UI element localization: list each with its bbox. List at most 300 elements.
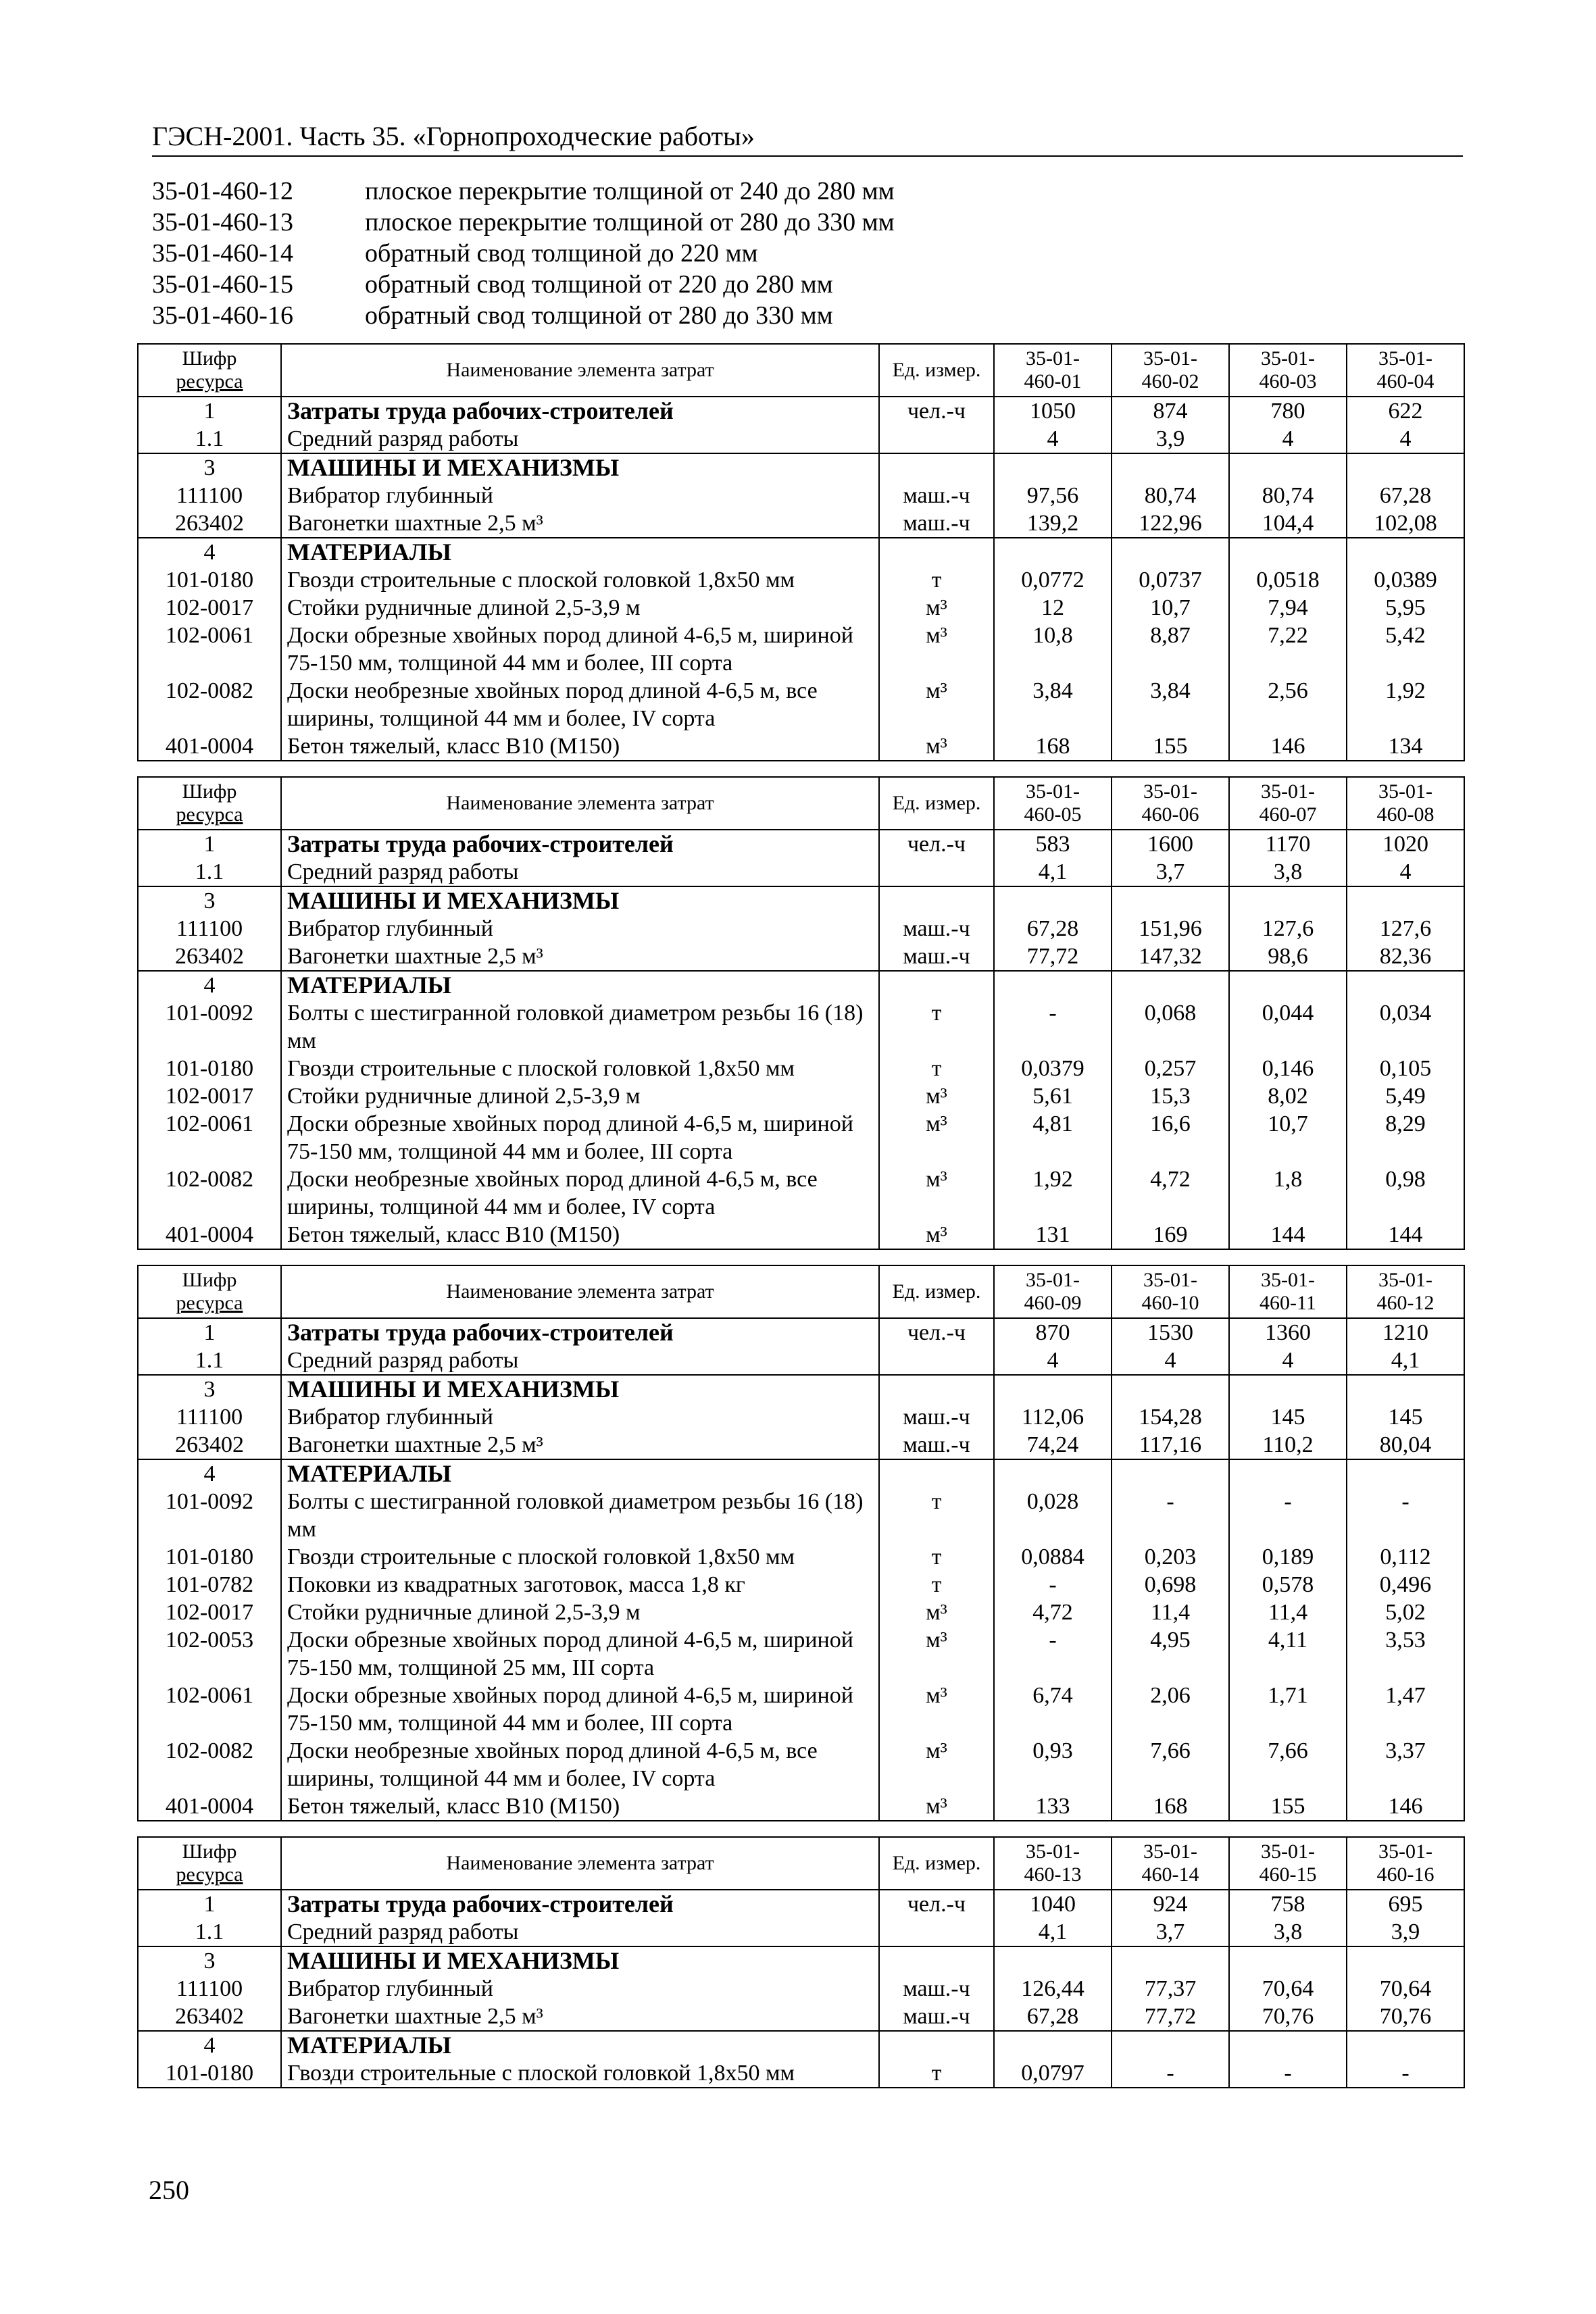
value-cell: 5,61 [994, 1082, 1112, 1110]
value-cell: 144 [1347, 1221, 1464, 1249]
value-cell [1112, 453, 1229, 482]
value-cell: 77,72 [994, 942, 1112, 971]
unit [879, 453, 994, 482]
header-code-line2: ресурса [176, 1292, 243, 1314]
element-name: Стойки рудничные длиной 2,5-3,9 м [281, 1599, 879, 1626]
unit: м³ [879, 1165, 994, 1221]
norm-code-part1: 35-01- [1378, 347, 1432, 370]
code-line [152, 207, 1436, 238]
value-cell [1112, 1946, 1229, 1975]
header-norm-code [1347, 1265, 1464, 1318]
table-row [138, 1792, 1464, 1821]
resource-code: 101-0180 [138, 2059, 281, 2088]
section-title: МАШИНЫ И МЕХАНИЗМЫ [281, 886, 879, 915]
value-cell [1112, 2031, 1229, 2059]
norm-code-part1: 35-01- [1378, 780, 1432, 803]
section-title: МАТЕРИАЛЫ [281, 2031, 879, 2059]
header-norm-code [994, 777, 1112, 830]
norm-code-part1: 35-01- [1261, 780, 1315, 803]
page-number: 250 [149, 2175, 189, 2205]
value-cell: - [1112, 1488, 1229, 1543]
header-norm-code [1112, 344, 1229, 397]
unit: маш.-ч [879, 2003, 994, 2031]
value-cell: 1,92 [1347, 677, 1464, 732]
value-cell [1347, 453, 1464, 482]
value-cell [1347, 886, 1464, 915]
value-cell: 3,8 [1229, 1918, 1347, 1946]
section-row [138, 538, 1464, 566]
table-header-row [138, 1265, 1464, 1318]
norm-code-part2: 460-14 [1141, 1863, 1199, 1886]
element-name: Доски обрезные хвойных пород длиной 4-6,5 м, шириной 75-150 мм, толщиной 44 мм и более, III сорта [281, 1110, 879, 1165]
value-cell: 3,7 [1112, 1918, 1229, 1946]
resource-code: 4 [138, 538, 281, 566]
header-norm-code [1347, 344, 1464, 397]
value-cell [994, 453, 1112, 482]
value-cell: 4 [994, 425, 1112, 453]
code-id: 35-01-460-16 [152, 301, 293, 330]
value-cell: 8,29 [1347, 1110, 1464, 1165]
norm-code-part2: 460-09 [1024, 1292, 1082, 1314]
element-name: Стойки рудничные длиной 2,5-3,9 м [281, 594, 879, 622]
norm-code-part2: 460-02 [1141, 370, 1199, 393]
value-cell: 780 [1229, 397, 1347, 425]
header-resource-code [138, 1265, 281, 1318]
resource-code: 102-0017 [138, 594, 281, 622]
value-cell: 0,105 [1347, 1055, 1464, 1082]
section-row [138, 1946, 1464, 1975]
section-title: МАШИНЫ И МЕХАНИЗМЫ [281, 1375, 879, 1403]
code-list [152, 176, 1436, 331]
header-unit: Ед. измер. [879, 777, 994, 830]
unit: маш.-ч [879, 482, 994, 509]
value-cell: 7,66 [1229, 1737, 1347, 1792]
value-cell: 145 [1347, 1403, 1464, 1431]
section-row [138, 453, 1464, 482]
resource-code: 1.1 [138, 858, 281, 886]
value-cell [1112, 1375, 1229, 1403]
value-cell: 4,1 [1347, 1347, 1464, 1375]
value-cell: 168 [994, 732, 1112, 761]
header-norm-code [1229, 1265, 1347, 1318]
table-row [138, 1626, 1464, 1682]
value-cell: 870 [994, 1318, 1112, 1347]
value-cell: 4,81 [994, 1110, 1112, 1165]
value-cell: 127,6 [1229, 915, 1347, 942]
value-cell: 3,9 [1347, 1918, 1464, 1946]
value-cell: 126,44 [994, 1975, 1112, 2003]
element-name: Вагонетки шахтные 2,5 м³ [281, 2003, 879, 2031]
element-name: Средний разряд работы [281, 858, 879, 886]
value-cell: 10,7 [1112, 594, 1229, 622]
norm-code-part2: 460-10 [1141, 1292, 1199, 1314]
resource-table [137, 776, 1465, 1250]
value-cell: 134 [1347, 732, 1464, 761]
table-row [138, 858, 1464, 886]
unit [879, 425, 994, 453]
unit: м³ [879, 1737, 994, 1792]
value-cell: 4 [1347, 425, 1464, 453]
value-cell: 77,37 [1112, 1975, 1229, 2003]
resource-code: 3 [138, 1946, 281, 1975]
header-unit: Ед. измер. [879, 344, 994, 397]
table-row [138, 830, 1464, 858]
unit: м³ [879, 1626, 994, 1682]
unit: м³ [879, 1682, 994, 1737]
header-resource-code [138, 1837, 281, 1890]
code-line [152, 176, 1436, 207]
unit [879, 1918, 994, 1946]
table-row [138, 1055, 1464, 1082]
resource-code: 3 [138, 886, 281, 915]
section-row [138, 971, 1464, 999]
resource-code: 102-0017 [138, 1082, 281, 1110]
value-cell: 70,64 [1229, 1975, 1347, 2003]
resource-code: 263402 [138, 2003, 281, 2031]
resource-code: 263402 [138, 942, 281, 971]
value-cell [1112, 1459, 1229, 1488]
value-cell [1229, 2031, 1347, 2059]
value-cell: 8,87 [1112, 622, 1229, 677]
value-cell [994, 886, 1112, 915]
value-cell: 4 [1347, 858, 1464, 886]
header-unit: Ед. измер. [879, 1837, 994, 1890]
section-row [138, 1375, 1464, 1403]
norm-code-part2: 460-16 [1376, 1863, 1435, 1886]
value-cell: 695 [1347, 1890, 1464, 1918]
value-cell: 145 [1229, 1403, 1347, 1431]
header-unit: Ед. измер. [879, 1265, 994, 1318]
table-row [138, 1543, 1464, 1571]
unit: маш.-ч [879, 915, 994, 942]
value-cell: 0,98 [1347, 1165, 1464, 1221]
unit: т [879, 1055, 994, 1082]
value-cell: 0,0518 [1229, 566, 1347, 594]
value-cell: 0,0884 [994, 1543, 1112, 1571]
element-name: Поковки из квадратных заготовок, масса 1,8 кг [281, 1571, 879, 1599]
header-code-line2: ресурса [176, 803, 243, 826]
value-cell: 0,0379 [994, 1055, 1112, 1082]
value-cell: 133 [994, 1792, 1112, 1821]
value-cell: 70,64 [1347, 1975, 1464, 2003]
header-resource-code [138, 777, 281, 830]
value-cell: 146 [1347, 1792, 1464, 1821]
table-row [138, 1975, 1464, 2003]
value-cell [994, 1459, 1112, 1488]
element-name: Бетон тяжелый, класс В10 (М150) [281, 1792, 879, 1821]
element-name: Болты с шестигранной головкой диаметром резьбы 16 (18) мм [281, 1488, 879, 1543]
element-name: Вибратор глубинный [281, 482, 879, 509]
value-cell: 4 [1229, 1347, 1347, 1375]
resource-code: 4 [138, 971, 281, 999]
resource-code: 401-0004 [138, 1221, 281, 1249]
table-row [138, 1403, 1464, 1431]
value-cell: 874 [1112, 397, 1229, 425]
table-row [138, 594, 1464, 622]
value-cell: 0,203 [1112, 1543, 1229, 1571]
unit: маш.-ч [879, 942, 994, 971]
table-header-row [138, 1837, 1464, 1890]
table-row [138, 1737, 1464, 1792]
norm-code-part2: 460-04 [1376, 370, 1435, 393]
value-cell: 2,56 [1229, 677, 1347, 732]
value-cell: 82,36 [1347, 942, 1464, 971]
section-title: МАШИНЫ И МЕХАНИЗМЫ [281, 453, 879, 482]
value-cell: 583 [994, 830, 1112, 858]
value-cell: 117,16 [1112, 1431, 1229, 1459]
value-cell [994, 2031, 1112, 2059]
resource-table [137, 1265, 1465, 1821]
value-cell: 1,47 [1347, 1682, 1464, 1737]
unit: м³ [879, 732, 994, 761]
value-cell: 155 [1112, 732, 1229, 761]
header-norm-code [1112, 1837, 1229, 1890]
resource-table [137, 1836, 1465, 2088]
value-cell [1229, 1375, 1347, 1403]
value-cell [994, 971, 1112, 999]
value-cell [1347, 2031, 1464, 2059]
element-name: Бетон тяжелый, класс В10 (М150) [281, 1221, 879, 1249]
table-row [138, 1082, 1464, 1110]
unit: чел.-ч [879, 830, 994, 858]
value-cell: 1600 [1112, 830, 1229, 858]
unit: т [879, 1488, 994, 1543]
element-name: Гвозди строительные с плоской головкой 1,8х50 мм [281, 2059, 879, 2088]
header-norm-code [994, 344, 1112, 397]
value-cell: 1040 [994, 1890, 1112, 1918]
element-name: Затраты труда рабочих-строителей [281, 1890, 879, 1918]
value-cell: 80,04 [1347, 1431, 1464, 1459]
element-name: Доски обрезные хвойных пород длиной 4-6,5 м, шириной 75-150 мм, толщиной 44 мм и более, III сорта [281, 622, 879, 677]
value-cell: 0,698 [1112, 1571, 1229, 1599]
value-cell: 924 [1112, 1890, 1229, 1918]
value-cell [1229, 1946, 1347, 1975]
unit [879, 1375, 994, 1403]
table-row [138, 915, 1464, 942]
element-name: Гвозди строительные с плоской головкой 1,8х50 мм [281, 566, 879, 594]
element-name: Гвозди строительные с плоской головкой 1,8х50 мм [281, 1055, 879, 1082]
section-title: МАТЕРИАЛЫ [281, 1459, 879, 1488]
resource-code: 101-0092 [138, 1488, 281, 1543]
resource-code: 1 [138, 830, 281, 858]
value-cell: 168 [1112, 1792, 1229, 1821]
value-cell: 155 [1229, 1792, 1347, 1821]
value-cell: 0,146 [1229, 1055, 1347, 1082]
value-cell: 10,8 [994, 622, 1112, 677]
page-header: ГЭСН-2001. Часть 35. «Горнопроходческие работы» [152, 120, 1463, 157]
value-cell: 80,74 [1112, 482, 1229, 509]
unit [879, 858, 994, 886]
unit: м³ [879, 1082, 994, 1110]
value-cell: 12 [994, 594, 1112, 622]
value-cell: 80,74 [1229, 482, 1347, 509]
value-cell: - [994, 999, 1112, 1055]
value-cell [1112, 971, 1229, 999]
header-code-line1: Шифр [182, 347, 237, 370]
code-line [152, 269, 1436, 300]
value-cell: 98,6 [1229, 942, 1347, 971]
element-name: Гвозди строительные с плоской головкой 1,8х50 мм [281, 1543, 879, 1571]
value-cell [994, 538, 1112, 566]
code-id: 35-01-460-14 [152, 239, 293, 268]
resource-code: 1.1 [138, 1918, 281, 1946]
value-cell [1347, 971, 1464, 999]
unit: м³ [879, 677, 994, 732]
value-cell: 1050 [994, 397, 1112, 425]
value-cell [1229, 886, 1347, 915]
value-cell: 758 [1229, 1890, 1347, 1918]
table-row [138, 425, 1464, 453]
unit: маш.-ч [879, 1431, 994, 1459]
section-row [138, 886, 1464, 915]
value-cell: 0,257 [1112, 1055, 1229, 1082]
section-title: МАТЕРИАЛЫ [281, 538, 879, 566]
element-name: Средний разряд работы [281, 425, 879, 453]
resource-code: 263402 [138, 1431, 281, 1459]
table-row [138, 482, 1464, 509]
value-cell: 70,76 [1229, 2003, 1347, 2031]
norm-code-part1: 35-01- [1261, 347, 1315, 370]
header-norm-code [994, 1837, 1112, 1890]
value-cell: 131 [994, 1221, 1112, 1249]
unit: маш.-ч [879, 509, 994, 538]
norm-code-part1: 35-01- [1026, 780, 1080, 803]
resource-code: 102-0061 [138, 1682, 281, 1737]
value-cell: 146 [1229, 732, 1347, 761]
element-name: Вибратор глубинный [281, 1403, 879, 1431]
unit: т [879, 566, 994, 594]
value-cell [1347, 1375, 1464, 1403]
section-title: МАТЕРИАЛЫ [281, 971, 879, 999]
unit: м³ [879, 1599, 994, 1626]
table-row [138, 1318, 1464, 1347]
header-element-name: Наименование элемента затрат [281, 344, 879, 397]
unit: т [879, 1571, 994, 1599]
value-cell: - [1229, 1488, 1347, 1543]
value-cell: 1210 [1347, 1318, 1464, 1347]
value-cell: 4,95 [1112, 1626, 1229, 1682]
table-row [138, 677, 1464, 732]
resource-code: 102-0082 [138, 677, 281, 732]
norm-code-part2: 460-03 [1259, 370, 1317, 393]
value-cell: 4,72 [1112, 1165, 1229, 1221]
unit: т [879, 2059, 994, 2088]
value-cell [1347, 1459, 1464, 1488]
unit: м³ [879, 1110, 994, 1165]
value-cell: 1,8 [1229, 1165, 1347, 1221]
value-cell: 0,112 [1347, 1543, 1464, 1571]
value-cell: 1020 [1347, 830, 1464, 858]
unit: м³ [879, 594, 994, 622]
value-cell: 7,22 [1229, 622, 1347, 677]
value-cell: 622 [1347, 397, 1464, 425]
element-name: Средний разряд работы [281, 1347, 879, 1375]
table-row [138, 397, 1464, 425]
table-row [138, 1571, 1464, 1599]
norm-code-part1: 35-01- [1261, 1840, 1315, 1863]
value-cell: 3,53 [1347, 1626, 1464, 1682]
code-id: 35-01-460-13 [152, 208, 293, 236]
norm-code-part1: 35-01- [1378, 1269, 1432, 1291]
element-name: Доски необрезные хвойных пород длиной 4-6,5 м, все ширины, толщиной 44 мм и более, IV сорта [281, 677, 879, 732]
element-name: Средний разряд работы [281, 1918, 879, 1946]
section-title: МАШИНЫ И МЕХАНИЗМЫ [281, 1946, 879, 1975]
value-cell [1112, 538, 1229, 566]
value-cell: 5,02 [1347, 1599, 1464, 1626]
element-name: Доски обрезные хвойных пород длиной 4-6,5 м, шириной 75-150 мм, толщиной 25 мм, III сорта [281, 1626, 879, 1682]
value-cell: 4,1 [994, 1918, 1112, 1946]
value-cell: 2,06 [1112, 1682, 1229, 1737]
resource-code: 102-0061 [138, 1110, 281, 1165]
value-cell: 7,94 [1229, 594, 1347, 622]
table-row [138, 2003, 1464, 2031]
value-cell: 3,84 [994, 677, 1112, 732]
table-row [138, 566, 1464, 594]
value-cell: - [1347, 2059, 1464, 2088]
value-cell: - [1112, 2059, 1229, 2088]
resource-code: 101-0782 [138, 1571, 281, 1599]
unit [879, 971, 994, 999]
unit: м³ [879, 1792, 994, 1821]
value-cell [1229, 1459, 1347, 1488]
element-name: Вагонетки шахтные 2,5 м³ [281, 1431, 879, 1459]
code-description: плоское перекрытие толщиной от 280 до 330 мм [365, 208, 895, 236]
value-cell: - [994, 1571, 1112, 1599]
value-cell: 0,496 [1347, 1571, 1464, 1599]
element-name: Вагонетки шахтные 2,5 м³ [281, 509, 879, 538]
header-code-line1: Шифр [182, 1840, 237, 1863]
resource-code: 401-0004 [138, 1792, 281, 1821]
value-cell: 0,034 [1347, 999, 1464, 1055]
norm-code-part1: 35-01- [1261, 1269, 1315, 1291]
resource-code: 102-0061 [138, 622, 281, 677]
resource-code: 111100 [138, 482, 281, 509]
value-cell: 0,93 [994, 1737, 1112, 1792]
value-cell [994, 1946, 1112, 1975]
value-cell: 4 [1229, 425, 1347, 453]
norm-code-part1: 35-01- [1143, 780, 1197, 803]
value-cell: 0,068 [1112, 999, 1229, 1055]
element-name: Бетон тяжелый, класс В10 (М150) [281, 732, 879, 761]
value-cell: 4 [1112, 1347, 1229, 1375]
resource-code: 3 [138, 453, 281, 482]
table-row [138, 1890, 1464, 1918]
code-description: обратный свод толщиной от 280 до 330 мм [365, 301, 833, 330]
value-cell: 102,08 [1347, 509, 1464, 538]
value-cell [1347, 538, 1464, 566]
element-name: Вибратор глубинный [281, 1975, 879, 2003]
header-element-name: Наименование элемента затрат [281, 1265, 879, 1318]
resource-code: 401-0004 [138, 732, 281, 761]
resource-code: 102-0082 [138, 1165, 281, 1221]
header-element-name: Наименование элемента затрат [281, 777, 879, 830]
header-norm-code [1229, 777, 1347, 830]
section-row [138, 2031, 1464, 2059]
value-cell: 0,0772 [994, 566, 1112, 594]
value-cell: 0,0797 [994, 2059, 1112, 2088]
value-cell: - [1229, 2059, 1347, 2088]
table-row [138, 1918, 1464, 1946]
norm-code-part2: 460-08 [1376, 803, 1435, 826]
value-cell: 8,02 [1229, 1082, 1347, 1110]
unit [879, 1459, 994, 1488]
header-resource-code [138, 344, 281, 397]
resource-code: 101-0180 [138, 1055, 281, 1082]
value-cell: 4,1 [994, 858, 1112, 886]
table-row [138, 1221, 1464, 1249]
unit: маш.-ч [879, 1403, 994, 1431]
resource-code: 263402 [138, 509, 281, 538]
